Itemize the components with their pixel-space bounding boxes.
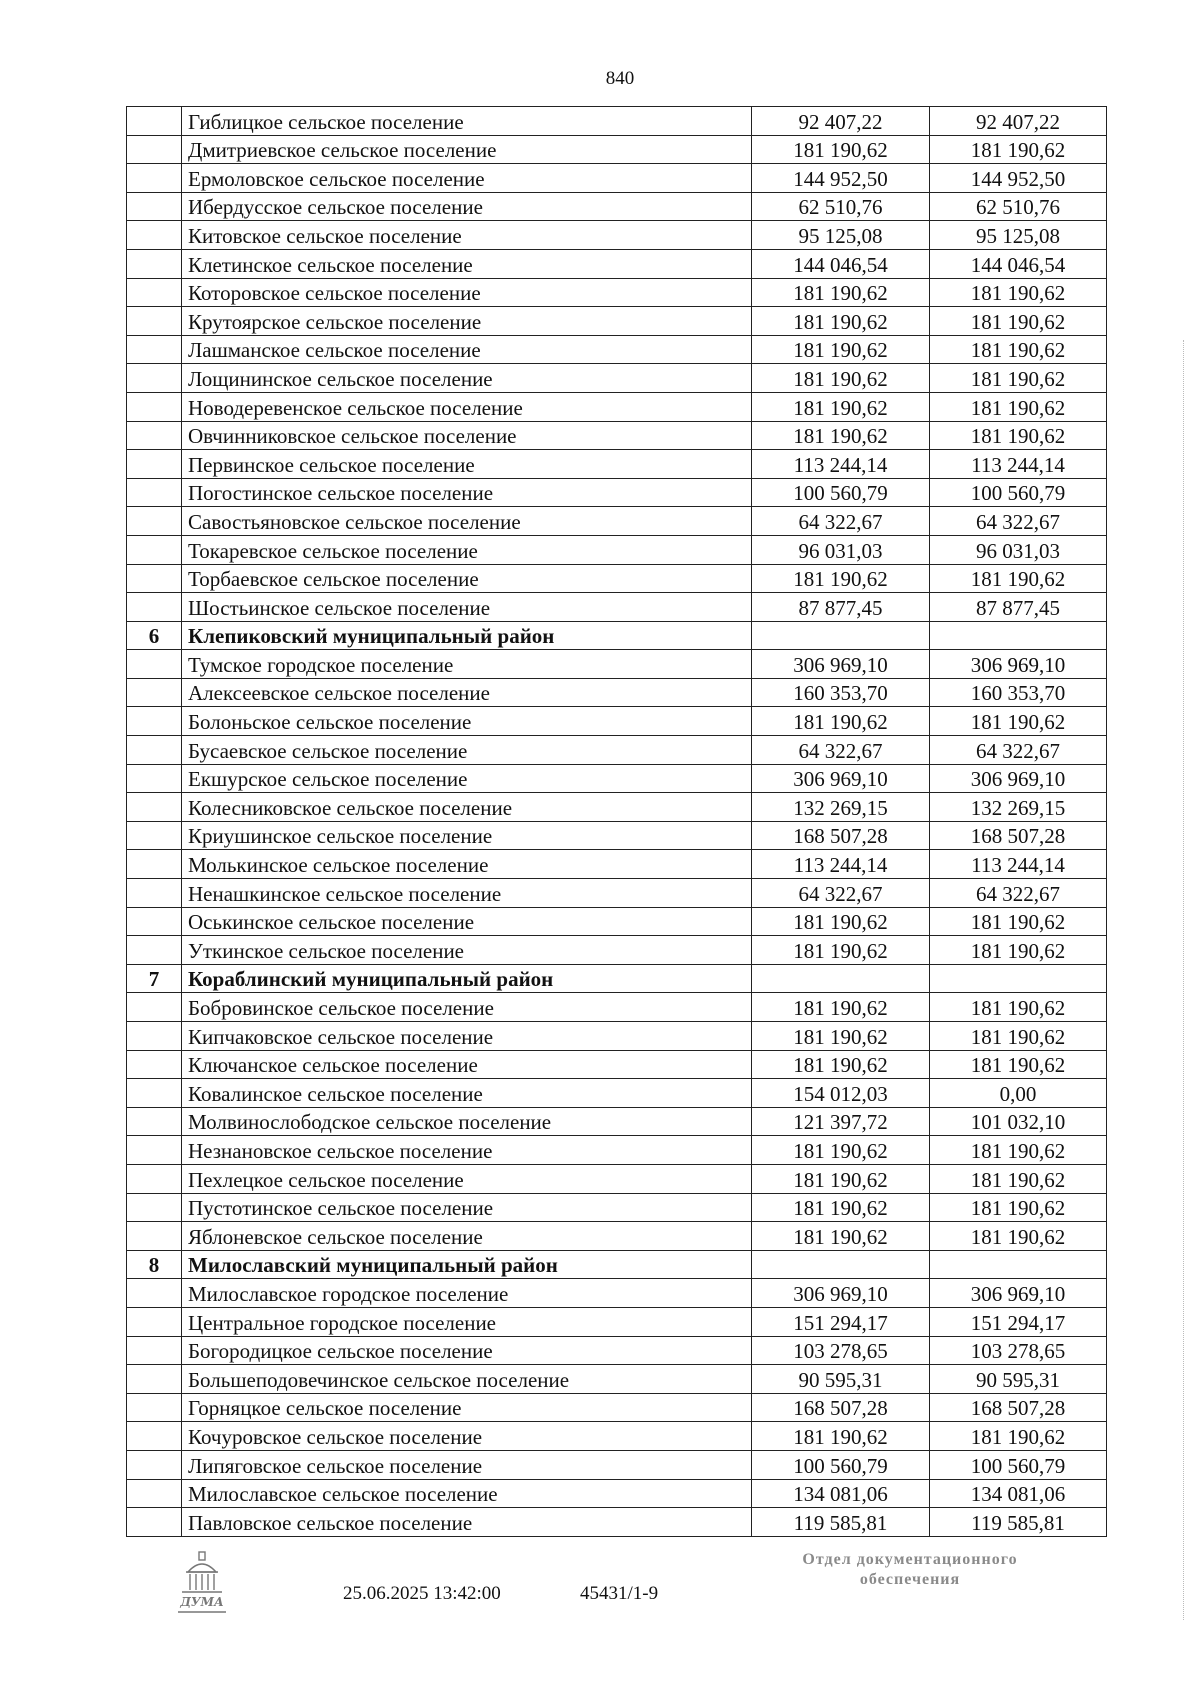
value-column-1-cell: 168 507,28: [752, 1393, 930, 1422]
value-column-2-cell: 113 244,14: [930, 850, 1107, 879]
table-row: [127, 1307, 1107, 1336]
row-number-cell: [127, 1336, 182, 1365]
row-number-cell: [127, 907, 182, 936]
value-column-1-cell: 62 510,76: [752, 192, 930, 221]
value-column-2-cell: 134 081,06: [930, 1479, 1107, 1508]
row-number-cell: [127, 478, 182, 507]
row-number-cell: [127, 507, 182, 536]
value-column-1-cell: 181 190,62: [752, 1136, 930, 1165]
duma-logo-text: ДУМА: [180, 1595, 224, 1609]
row-number-cell: [127, 564, 182, 593]
value-column-2-cell: 64 322,67: [930, 879, 1107, 908]
table-row: [127, 707, 1107, 736]
settlement-name-cell: Крутоярское сельское поселение: [182, 307, 752, 336]
row-number-cell: [127, 1279, 182, 1308]
row-number-cell: [127, 1307, 182, 1336]
table-row: [127, 821, 1107, 850]
table-row: [127, 307, 1107, 336]
value-column-1-cell: 87 877,45: [752, 593, 930, 622]
table-row: [127, 879, 1107, 908]
value-column-2-cell: 144 952,50: [930, 164, 1107, 193]
value-column-1-cell: 181 190,62: [752, 936, 930, 965]
settlement-name-cell: Китовское сельское поселение: [182, 221, 752, 250]
value-column-2-cell: 64 322,67: [930, 736, 1107, 765]
settlement-name-cell: Кораблинский муниципальный район: [182, 964, 752, 993]
value-column-2-cell: 151 294,17: [930, 1307, 1107, 1336]
row-number-cell: [127, 1508, 182, 1537]
value-column-1-cell: 181 190,62: [752, 335, 930, 364]
table-row: [127, 564, 1107, 593]
table-row: [127, 1336, 1107, 1365]
settlement-name-cell: Клетинское сельское поселение: [182, 249, 752, 278]
table-row: [127, 192, 1107, 221]
section-row: [127, 964, 1107, 993]
settlement-name-cell: Болоньское сельское поселение: [182, 707, 752, 736]
value-column-1-cell: 160 353,70: [752, 678, 930, 707]
table-body: [127, 107, 1107, 1537]
value-column-2-cell: 181 190,62: [930, 936, 1107, 965]
settlement-name-cell: Гиблицкое сельское поселение: [182, 107, 752, 136]
table-row: [127, 1422, 1107, 1451]
row-number-cell: [127, 736, 182, 765]
settlement-name-cell: Ермоловское сельское поселение: [182, 164, 752, 193]
settlement-name-cell: Алексеевское сельское поселение: [182, 678, 752, 707]
value-column-2-cell: [930, 964, 1107, 993]
value-column-1-cell: 113 244,14: [752, 850, 930, 879]
settlement-name-cell: Липяговское сельское поселение: [182, 1450, 752, 1479]
value-column-2-cell: 160 353,70: [930, 678, 1107, 707]
settlement-name-cell: Яблоневское сельское поселение: [182, 1222, 752, 1251]
value-column-2-cell: 181 190,62: [930, 564, 1107, 593]
row-number-cell: 8: [127, 1250, 182, 1279]
stamp-line-2: обеспечения: [859, 1571, 961, 1588]
value-column-1-cell: 181 190,62: [752, 278, 930, 307]
value-column-2-cell: 181 190,62: [930, 135, 1107, 164]
value-column-1-cell: 90 595,31: [752, 1365, 930, 1394]
table-row: [127, 1222, 1107, 1251]
settlement-name-cell: Торбаевское сельское поселение: [182, 564, 752, 593]
settlement-name-cell: Новодеревенское сельское поселение: [182, 392, 752, 421]
value-column-1-cell: 100 560,79: [752, 1450, 930, 1479]
settlement-name-cell: Погостинское сельское поселение: [182, 478, 752, 507]
row-number-cell: [127, 278, 182, 307]
table-row: [127, 793, 1107, 822]
value-column-2-cell: 101 032,10: [930, 1107, 1107, 1136]
table-row: [127, 764, 1107, 793]
value-column-1-cell: 181 190,62: [752, 364, 930, 393]
value-column-1-cell: 181 190,62: [752, 1222, 930, 1251]
value-column-2-cell: 181 190,62: [930, 907, 1107, 936]
table-row: [127, 1022, 1107, 1051]
value-column-2-cell: 113 244,14: [930, 450, 1107, 479]
row-number-cell: [127, 1222, 182, 1251]
row-number-cell: [127, 593, 182, 622]
row-number-cell: [127, 450, 182, 479]
value-column-1-cell: 103 278,65: [752, 1336, 930, 1365]
value-column-1-cell: 306 969,10: [752, 764, 930, 793]
row-number-cell: 7: [127, 964, 182, 993]
value-column-2-cell: 0,00: [930, 1079, 1107, 1108]
value-column-2-cell: 181 190,62: [930, 421, 1107, 450]
value-column-1-cell: 64 322,67: [752, 879, 930, 908]
settlement-name-cell: Екшурское сельское поселение: [182, 764, 752, 793]
table-row: [127, 1479, 1107, 1508]
value-column-1-cell: 306 969,10: [752, 1279, 930, 1308]
settlement-name-cell: Милославский муниципальный район: [182, 1250, 752, 1279]
value-column-2-cell: 181 190,62: [930, 1050, 1107, 1079]
value-column-2-cell: 181 190,62: [930, 1164, 1107, 1193]
value-column-1-cell: [752, 621, 930, 650]
value-column-2-cell: 306 969,10: [930, 764, 1107, 793]
table-row: [127, 164, 1107, 193]
settlement-name-cell: Шостьинское сельское поселение: [182, 593, 752, 622]
duma-logo-icon: [170, 1550, 234, 1614]
settlement-name-cell: Первинское сельское поселение: [182, 450, 752, 479]
value-column-2-cell: 181 190,62: [930, 1222, 1107, 1251]
settlement-name-cell: Дмитриевское сельское поселение: [182, 135, 752, 164]
value-column-2-cell: 100 560,79: [930, 1450, 1107, 1479]
value-column-1-cell: 134 081,06: [752, 1479, 930, 1508]
footer-date: 25.06.2025 13:42:00: [343, 1583, 501, 1604]
settlement-name-cell: Лашманское сельское поселение: [182, 335, 752, 364]
settlement-name-cell: Кипчаковское сельское поселение: [182, 1022, 752, 1051]
row-number-cell: [127, 192, 182, 221]
value-column-2-cell: 181 190,62: [930, 307, 1107, 336]
value-column-1-cell: 181 190,62: [752, 707, 930, 736]
value-column-2-cell: [930, 1250, 1107, 1279]
row-number-cell: [127, 1136, 182, 1165]
row-number-cell: [127, 1393, 182, 1422]
row-number-cell: [127, 821, 182, 850]
table-row: [127, 736, 1107, 765]
value-column-2-cell: 306 969,10: [930, 1279, 1107, 1308]
table-row: [127, 221, 1107, 250]
row-number-cell: [127, 364, 182, 393]
row-number-cell: [127, 221, 182, 250]
row-number-cell: [127, 707, 182, 736]
value-column-2-cell: 144 046,54: [930, 249, 1107, 278]
row-number-cell: [127, 993, 182, 1022]
value-column-1-cell: 132 269,15: [752, 793, 930, 822]
section-row: [127, 621, 1107, 650]
value-column-2-cell: 100 560,79: [930, 478, 1107, 507]
value-column-2-cell: 92 407,22: [930, 107, 1107, 136]
settlement-name-cell: Бусаевское сельское поселение: [182, 736, 752, 765]
settlement-name-cell: Богородицкое сельское поселение: [182, 1336, 752, 1365]
value-column-2-cell: 306 969,10: [930, 650, 1107, 679]
table-row: [127, 907, 1107, 936]
settlement-name-cell: Незнановское сельское поселение: [182, 1136, 752, 1165]
settlement-name-cell: Центральное городское поселение: [182, 1307, 752, 1336]
value-column-2-cell: [930, 621, 1107, 650]
settlement-name-cell: Которовское сельское поселение: [182, 278, 752, 307]
settlement-name-cell: Лощининское сельское поселение: [182, 364, 752, 393]
value-column-2-cell: 181 190,62: [930, 993, 1107, 1022]
settlement-name-cell: Кочуровское сельское поселение: [182, 1422, 752, 1451]
value-column-1-cell: 121 397,72: [752, 1107, 930, 1136]
value-column-2-cell: 87 877,45: [930, 593, 1107, 622]
table-row: [127, 993, 1107, 1022]
table-row: [127, 278, 1107, 307]
page-number: 840: [605, 68, 635, 89]
value-column-1-cell: 168 507,28: [752, 821, 930, 850]
value-column-1-cell: 181 190,62: [752, 1164, 930, 1193]
table-row: [127, 1450, 1107, 1479]
value-column-1-cell: 144 046,54: [752, 249, 930, 278]
settlement-name-cell: Молькинское сельское поселение: [182, 850, 752, 879]
settlement-name-cell: Ковалинское сельское поселение: [182, 1079, 752, 1108]
department-stamp: [760, 1550, 1060, 1590]
settlement-name-cell: Криушинское сельское поселение: [182, 821, 752, 850]
value-column-2-cell: 181 190,62: [930, 278, 1107, 307]
value-column-2-cell: 181 190,62: [930, 335, 1107, 364]
value-column-1-cell: 92 407,22: [752, 107, 930, 136]
table-row: [127, 535, 1107, 564]
settlement-name-cell: Большеподовечинское сельское поселение: [182, 1365, 752, 1394]
value-column-2-cell: 181 190,62: [930, 364, 1107, 393]
row-number-cell: 6: [127, 621, 182, 650]
value-column-2-cell: 181 190,62: [930, 1022, 1107, 1051]
table-row: [127, 1393, 1107, 1422]
value-column-2-cell: 90 595,31: [930, 1365, 1107, 1394]
row-number-cell: [127, 1164, 182, 1193]
settlement-name-cell: Ненашкинское сельское поселение: [182, 879, 752, 908]
value-column-1-cell: 64 322,67: [752, 736, 930, 765]
settlement-name-cell: Колесниковское сельское поселение: [182, 793, 752, 822]
value-column-1-cell: 113 244,14: [752, 450, 930, 479]
table-row: [127, 135, 1107, 164]
table-row: [127, 1508, 1107, 1537]
value-column-2-cell: 132 269,15: [930, 793, 1107, 822]
value-column-1-cell: 96 031,03: [752, 535, 930, 564]
table-row: [127, 507, 1107, 536]
settlement-name-cell: Оськинское сельское поселение: [182, 907, 752, 936]
value-column-1-cell: [752, 964, 930, 993]
value-column-1-cell: 306 969,10: [752, 650, 930, 679]
value-column-1-cell: 181 190,62: [752, 135, 930, 164]
table-row: [127, 650, 1107, 679]
value-column-1-cell: 181 190,62: [752, 993, 930, 1022]
table-row: [127, 593, 1107, 622]
settlement-name-cell: Токаревское сельское поселение: [182, 535, 752, 564]
table-row: [127, 249, 1107, 278]
value-column-2-cell: 181 190,62: [930, 1136, 1107, 1165]
row-number-cell: [127, 1422, 182, 1451]
table-row: [127, 1279, 1107, 1308]
table-row: [127, 392, 1107, 421]
settlement-name-cell: Бобровинское сельское поселение: [182, 993, 752, 1022]
settlement-name-cell: Молвинослободское сельское поселение: [182, 1107, 752, 1136]
value-column-1-cell: [752, 1250, 930, 1279]
row-number-cell: [127, 936, 182, 965]
settlement-name-cell: Пустотинское сельское поселение: [182, 1193, 752, 1222]
section-row: [127, 1250, 1107, 1279]
table-row: [127, 1164, 1107, 1193]
value-column-2-cell: 181 190,62: [930, 392, 1107, 421]
row-number-cell: [127, 307, 182, 336]
row-number-cell: [127, 1079, 182, 1108]
value-column-1-cell: 181 190,62: [752, 1050, 930, 1079]
value-column-2-cell: 64 322,67: [930, 507, 1107, 536]
value-column-1-cell: 151 294,17: [752, 1307, 930, 1336]
scan-artifact-line: [1183, 340, 1185, 1620]
row-number-cell: [127, 678, 182, 707]
settlement-name-cell: Ибердусское сельское поселение: [182, 192, 752, 221]
value-column-1-cell: 154 012,03: [752, 1079, 930, 1108]
settlement-name-cell: Горняцкое сельское поселение: [182, 1393, 752, 1422]
value-column-1-cell: 181 190,62: [752, 307, 930, 336]
settlement-name-cell: Милославское сельское поселение: [182, 1479, 752, 1508]
row-number-cell: [127, 107, 182, 136]
row-number-cell: [127, 764, 182, 793]
row-number-cell: [127, 335, 182, 364]
row-number-cell: [127, 164, 182, 193]
row-number-cell: [127, 1193, 182, 1222]
value-column-1-cell: 181 190,62: [752, 392, 930, 421]
settlement-name-cell: Савостьяновское сельское поселение: [182, 507, 752, 536]
value-column-2-cell: 119 585,81: [930, 1508, 1107, 1537]
value-column-2-cell: 181 190,62: [930, 707, 1107, 736]
settlement-name-cell: Павловское сельское поселение: [182, 1508, 752, 1537]
table-row: [127, 1136, 1107, 1165]
value-column-1-cell: 144 952,50: [752, 164, 930, 193]
row-number-cell: [127, 1022, 182, 1051]
table-row: [127, 1050, 1107, 1079]
value-column-1-cell: 181 190,62: [752, 1422, 930, 1451]
row-number-cell: [127, 1050, 182, 1079]
row-number-cell: [127, 421, 182, 450]
table-row: [127, 1365, 1107, 1394]
row-number-cell: [127, 1365, 182, 1394]
settlement-name-cell: Уткинское сельское поселение: [182, 936, 752, 965]
table-row: [127, 478, 1107, 507]
row-number-cell: [127, 850, 182, 879]
settlement-name-cell: Пехлецкое сельское поселение: [182, 1164, 752, 1193]
value-column-2-cell: 96 031,03: [930, 535, 1107, 564]
value-column-1-cell: 64 322,67: [752, 507, 930, 536]
row-number-cell: [127, 535, 182, 564]
budget-table: [126, 106, 1107, 1537]
table-row: [127, 335, 1107, 364]
value-column-2-cell: 168 507,28: [930, 821, 1107, 850]
value-column-1-cell: 119 585,81: [752, 1508, 930, 1537]
table-row: [127, 1193, 1107, 1222]
table-row: [127, 678, 1107, 707]
settlement-name-cell: Клепиковский муниципальный район: [182, 621, 752, 650]
stamp-line-1: Отдел документационного: [802, 1551, 1018, 1568]
table-row: [127, 421, 1107, 450]
row-number-cell: [127, 392, 182, 421]
value-column-1-cell: 181 190,62: [752, 564, 930, 593]
value-column-2-cell: 62 510,76: [930, 192, 1107, 221]
settlement-name-cell: Овчинниковское сельское поселение: [182, 421, 752, 450]
footer-document-code: 45431/1-9: [580, 1583, 659, 1604]
table-row: [127, 1107, 1107, 1136]
row-number-cell: [127, 650, 182, 679]
value-column-1-cell: 181 190,62: [752, 1193, 930, 1222]
row-number-cell: [127, 1450, 182, 1479]
row-number-cell: [127, 879, 182, 908]
value-column-2-cell: 181 190,62: [930, 1422, 1107, 1451]
settlement-name-cell: Ключанское сельское поселение: [182, 1050, 752, 1079]
row-number-cell: [127, 793, 182, 822]
value-column-2-cell: 95 125,08: [930, 221, 1107, 250]
table-row: [127, 850, 1107, 879]
row-number-cell: [127, 1107, 182, 1136]
row-number-cell: [127, 249, 182, 278]
value-column-1-cell: 181 190,62: [752, 907, 930, 936]
value-column-1-cell: 100 560,79: [752, 478, 930, 507]
settlement-name-cell: Тумское городское поселение: [182, 650, 752, 679]
table-row: [127, 936, 1107, 965]
table-row: [127, 364, 1107, 393]
value-column-1-cell: 181 190,62: [752, 1022, 930, 1051]
value-column-1-cell: 181 190,62: [752, 421, 930, 450]
row-number-cell: [127, 1479, 182, 1508]
value-column-2-cell: 103 278,65: [930, 1336, 1107, 1365]
table-row: [127, 107, 1107, 136]
value-column-2-cell: 168 507,28: [930, 1393, 1107, 1422]
value-column-1-cell: 95 125,08: [752, 221, 930, 250]
table-row: [127, 450, 1107, 479]
settlement-name-cell: Милославское городское поселение: [182, 1279, 752, 1308]
row-number-cell: [127, 135, 182, 164]
value-column-2-cell: 181 190,62: [930, 1193, 1107, 1222]
table-row: [127, 1079, 1107, 1108]
